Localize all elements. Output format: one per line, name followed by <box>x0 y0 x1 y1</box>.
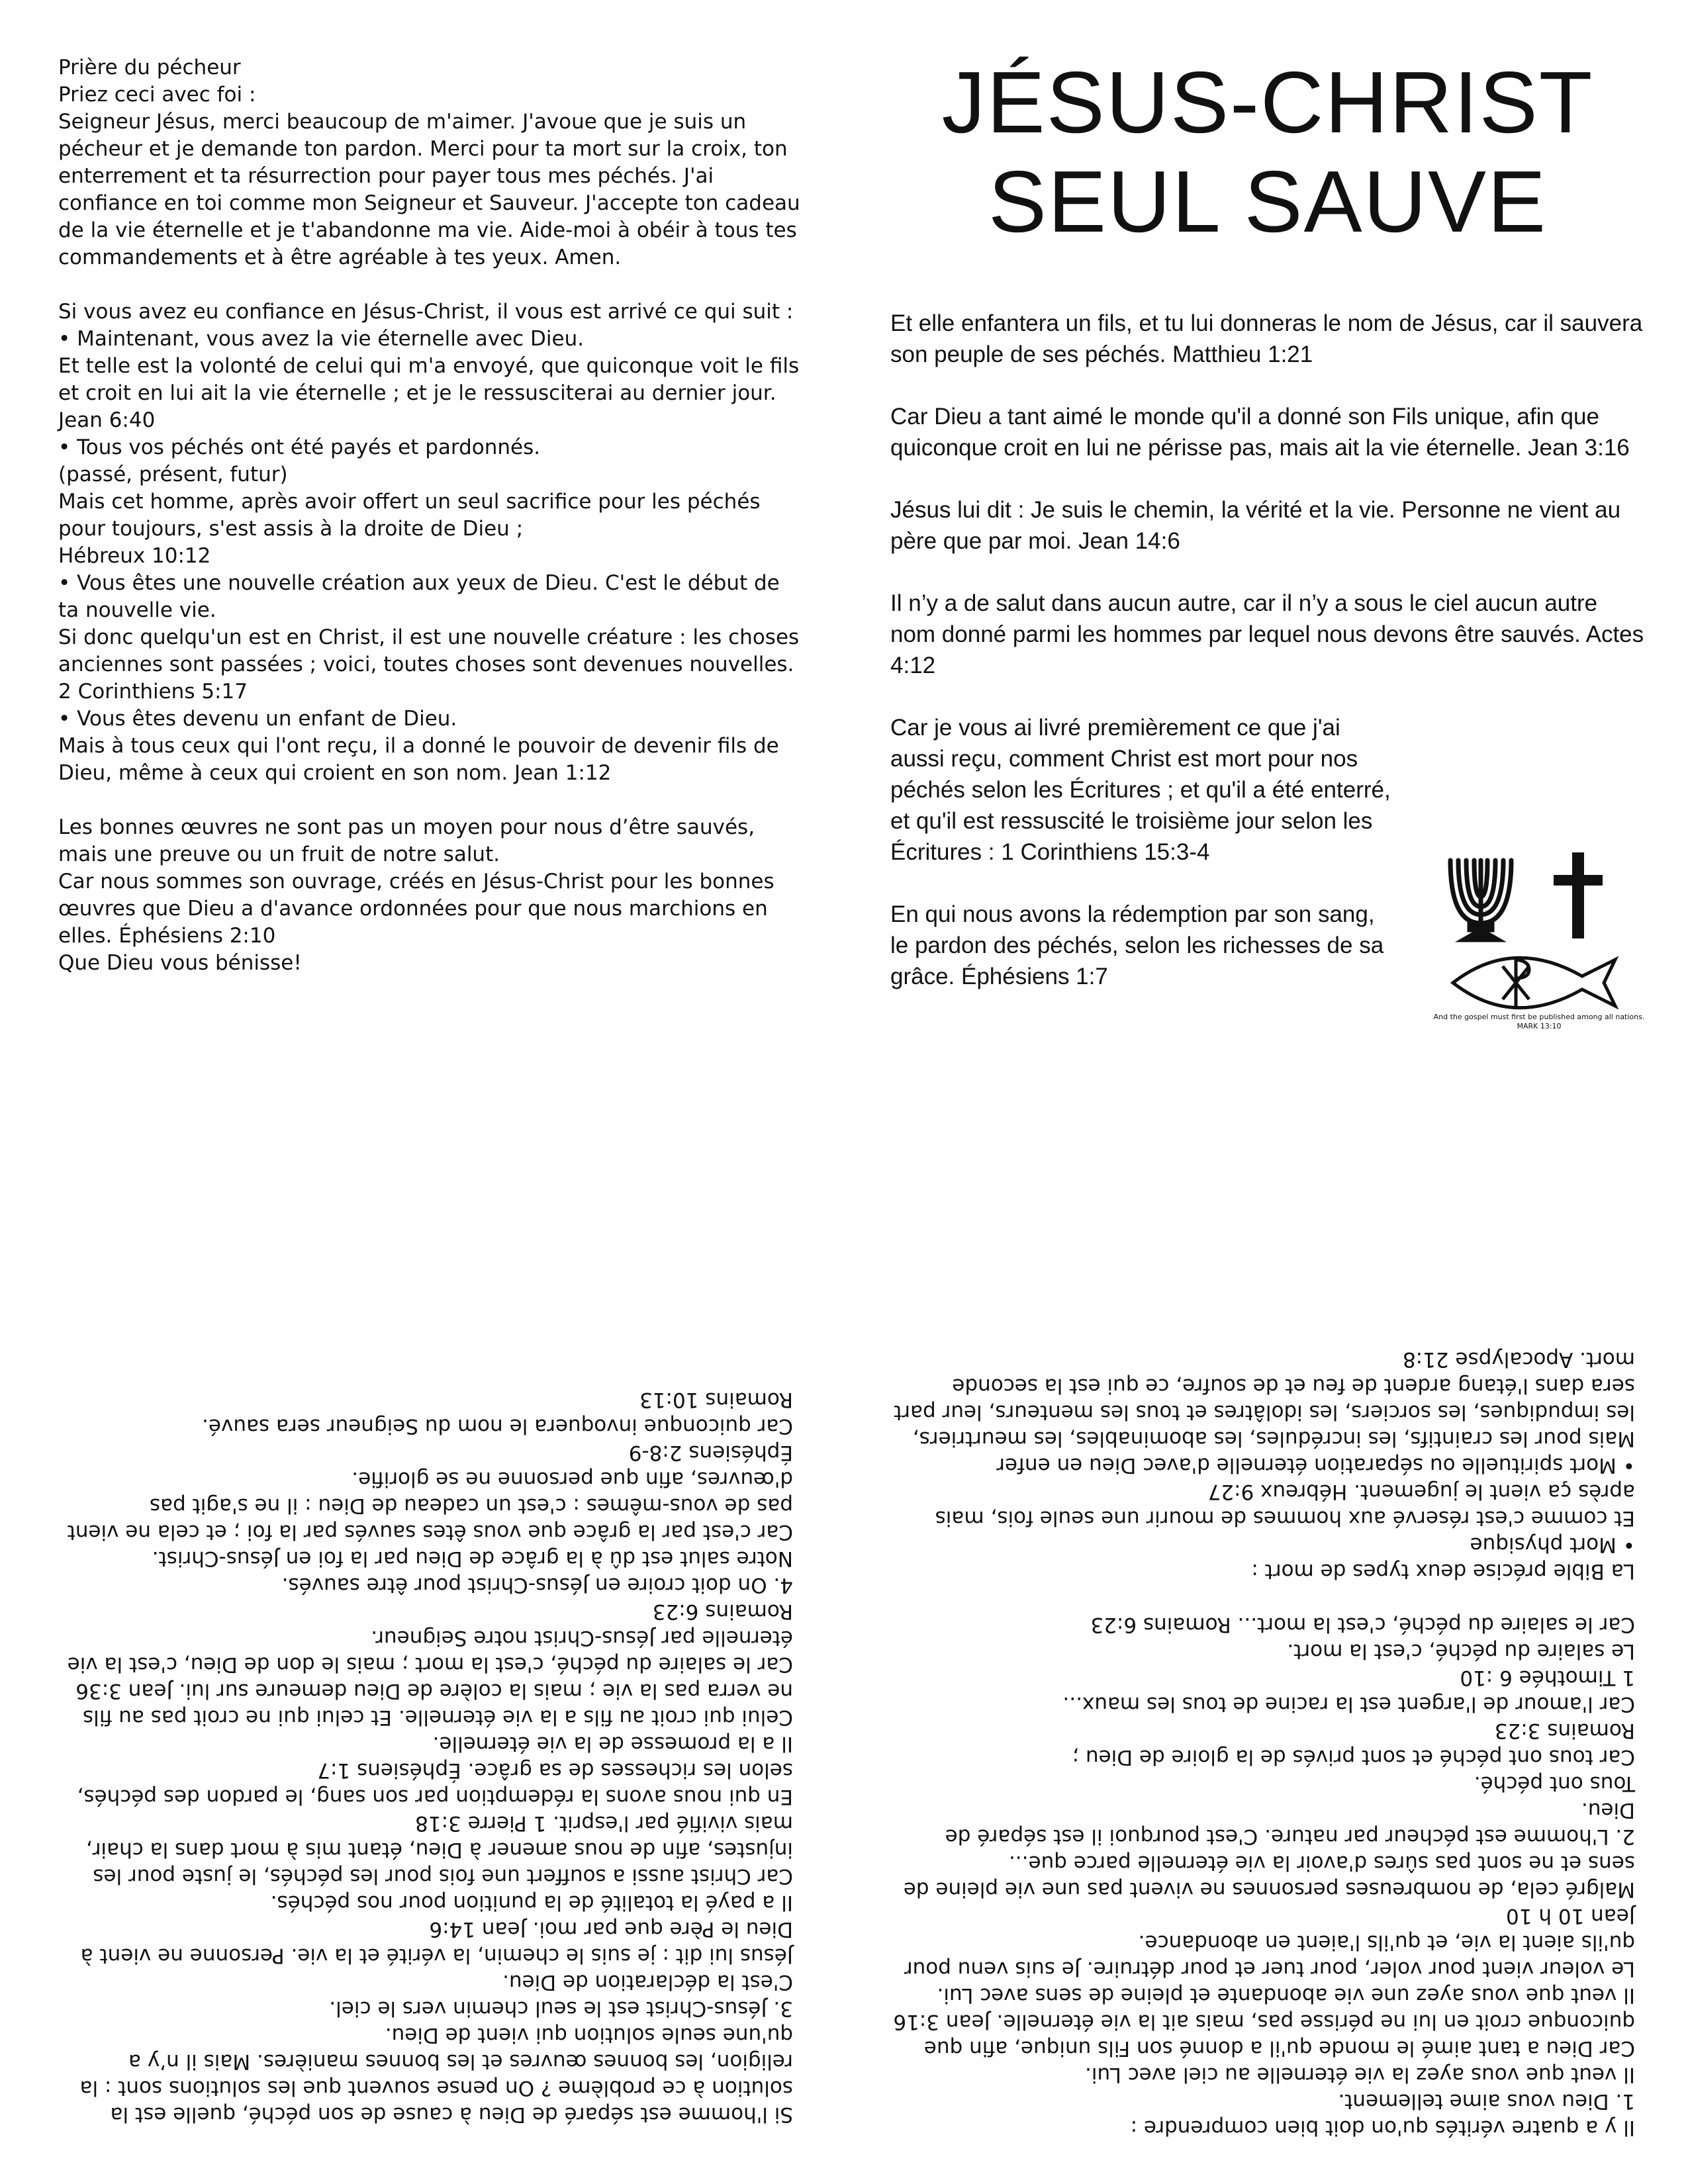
prayer-line: Prière du pécheur <box>58 56 241 79</box>
truths-line: • Mort physique <box>1470 1533 1635 1557</box>
separation-line: Il a la promesse de la vie éternelle. <box>432 1732 793 1756</box>
truths-line: Il veut que vous ayez une vie abondante et pleine de sens avec Lui. <box>937 1983 1635 2007</box>
prayer-line <box>58 787 806 814</box>
cover-verse: Car Dieu a tant aimé le monde qu'il a donné son Fils unique, afin que quiconque croit en lui ne périsse pas, mais ait la vie éternelle. Jean 3:16 <box>890 404 1630 461</box>
prayer-line: Hébreux 10:12 <box>58 544 211 568</box>
separation-line: 4. On doit croire en Jésus-Christ pour être sauvés. <box>281 1573 793 1597</box>
truths-line: 1 Timothée 6 :10 <box>1460 1666 1635 1690</box>
truths-line: Mais pour les craintifs, les incrédules, les abominables, les meurtriers, les impudiques, les sorciers, les idolâtres et tous les menteurs, leur part sera dans l'étang ardent de feu et de soufre, ce qui est la seconde mort. Apocalypse 21:8 <box>887 1347 1635 1451</box>
separation-line: Celui qui croit au fils a la vie éternelle. Et celui qui ne croit pas au fils ne verra pas la vie ; mais la colère de Dieu demeure sur lui. Jean 3:36 <box>75 1679 793 1729</box>
cover-verse: En qui nous avons la rédemption par son sang, le pardon des péchés, selon les richesses de sa grâce. Éphésiens 1:7 <box>890 901 1384 989</box>
truths-text <box>887 1346 1635 2141</box>
truths-line: Le voleur vient pour voler, pour tuer et pour détruire. Je suis venu pour qu'ils aient la vie, et qu'ils l'aient en abondance. <box>898 1931 1635 1981</box>
separation-line: Car quiconque invoquera le nom du Seigneur sera sauvé. <box>202 1414 793 1438</box>
prayer-line <box>58 271 806 298</box>
truths-line: Et comme c'est réservé aux hommes de mourir une seule fois, mais après ça vient le jugement. Hébreux 9:27 <box>928 1480 1635 1530</box>
truths-line <box>890 1584 1635 1612</box>
prayer-line: • Vous êtes une nouvelle création aux yeux de Dieu. C'est le début de ta nouvelle vie. <box>58 571 786 622</box>
prayer-line: Si vous avez eu confiance en Jésus-Christ, il vous est arrivé ce qui suit : <box>58 300 794 324</box>
prayer-panel <box>58 54 806 977</box>
truths-line: Malgré cela, de nombreuses personnes ne vivent pas une vie pleine de sens et ne sont pas sûres d'avoir la vie éternelle parce que... <box>896 1851 1635 1901</box>
title-line-2: SEUL SAUVE <box>988 153 1548 250</box>
cover-verse: Et elle enfantera un fils, et tu lui donneras le nom de Jésus, car il sauvera son peuple de ses péchés. Matthieu 1:21 <box>890 310 1643 367</box>
cover-verse: Car je vous ai livré premièrement ce que j'ai aussi reçu, comment Christ est mort pour nos péchés selon les Écritures ; et qu'il a été enterré, et qu'il est ressuscité le troisième jour selon les Écritures : 1 Corinthiens 15:3-4 <box>890 715 1391 865</box>
truths-line: Le salaire du péché, c'est la mort. <box>1287 1639 1635 1663</box>
cross-icon <box>1554 852 1603 938</box>
cover-verse: Il n’y a de salut dans aucun autre, car il n’y a sous le ciel aucun autre nom donné parmi les hommes par lequel nous devons être sauvés. Actes 4:12 <box>890 590 1644 678</box>
truths-line: Jean 10 h 10 <box>1506 1904 1635 1928</box>
truths-line: Car tous ont péché et sont privés de la gloire de Dieu ; <box>1072 1745 1635 1769</box>
title-line-1: JÉSUS-CHRIST <box>941 54 1594 151</box>
separation-line: Jésus lui dit : je suis le chemin, la vérité et la vie. Personne ne vient à Dieu le Père que par moi. Jean 14:6 <box>73 1917 793 1968</box>
prayer-line: Et telle est la volonté de celui qui m'a envoyé, que quiconque voit le fils et croit en lui ait la vie éternelle ; et je le ressusciterai au dernier jour. Jean 6:40 <box>58 354 806 432</box>
truths-line: Il veut que vous ayez la vie éternelle au ciel avec Lui. <box>1084 2063 1635 2087</box>
separation-panel <box>58 1161 793 2128</box>
separation-text <box>58 1387 793 2128</box>
separation-line: Car le salaire du péché, c'est la mort ; mais le don de Dieu, c'est la vie éternelle par Jésus-Christ notre Seigneur. <box>60 1626 793 1676</box>
prayer-line: • Vous êtes devenu un enfant de Dieu. <box>58 707 457 731</box>
truths-line: Car l'amour de l'argent est la racine de tous les maux... <box>1062 1692 1635 1716</box>
separation-line: 3. Jésus-Christ est le seul chemin vers le ciel. <box>329 1997 793 2021</box>
truths-panel <box>887 1148 1635 2141</box>
ichthys-chi-rho-icon <box>1453 958 1615 1007</box>
truths-line: 2. L'homme est pécheur par nature. C'est pourquoi il est séparé de Dieu. <box>938 1798 1635 1848</box>
prayer-line: • Tous vos péchés ont été payés et pardonnés. <box>58 435 541 459</box>
separation-line: Romains 10:13 <box>639 1388 793 1412</box>
cover-title <box>890 53 1645 251</box>
truths-line: Tous ont péché. <box>1474 1772 1635 1796</box>
separation-line: Il a payé la totalité de la punition pour nos péchés. <box>270 1891 793 1915</box>
prayer-line: (passé, présent, futur) <box>58 463 288 486</box>
separation-line: Car c'est par la grâce que vous êtes sauvés par la foi ; et cela ne vient pas de vous-mêmes : c'est un cadeau de Dieu : il ne s'agit pas d'œuvres, afin que personne ne se glorifie. <box>60 1467 793 1544</box>
emblem-caption: And the gospel must first be published among all nations. MARK 13:10 <box>1433 1013 1645 1030</box>
prayer-line: Que Dieu vous bénisse! <box>58 951 302 975</box>
truths-line: Il y a quatre vérités qu'on doit bien comprendre : <box>1130 2116 1635 2140</box>
prayer-line: Si donc quelqu'un est en Christ, il est une nouvelle créature : les choses anciennes sont passées ; voici, toutes choses sont devenues nouvelles. 2 Corinthiens 5:17 <box>58 625 806 704</box>
prayer-line: Priez ceci avec foi : <box>58 83 256 107</box>
menorah-icon <box>1450 860 1511 940</box>
separation-line: C'est la déclaration de Dieu. <box>502 1970 793 1994</box>
truths-line: • Mort spirituelle ou séparation éternelle d'avec Dieu en enfer <box>996 1453 1635 1477</box>
truths-line: Car Dieu a tant aimé le monde qu'il a donné son Fils unique, afin que quiconque croit en lui ne périsse pas, mais ait la vie éternelle. Jean 3:16 <box>893 2010 1635 2060</box>
cover-verse: Jésus lui dit : Je suis le chemin, la vérité et la vie. Personne ne vient au père que par moi. Jean 14:6 <box>890 497 1621 554</box>
prayer-line: Mais cet homme, après avoir offert un seul sacrifice pour les péchés pour toujours, s'est assis à la droite de Dieu ; <box>58 490 767 541</box>
separation-line: En qui nous avons la rédemption par son sang, le pardon des péchés, selon les richesses de sa grâce. Éphésiens 1:7 <box>70 1758 793 1809</box>
prayer-line: Seigneur Jésus, merci beaucoup de m'aimer. J'avoue que je suis un pécheur et je demande ton pardon. Merci pour ta mort sur la croix, ton enterrement et ta résurrection pour payer tous mes péchés. J'ai confiance en toi comme mon Seigneur et Sauveur. J'accepte ton cadeau de la vie éternelle et je t'abandonne ma vie. Aide-moi à obéir à tous tes commandements et à être agréable à tes yeux. Amen. <box>58 110 807 269</box>
prayer-line: Car nous sommes son ouvrage, créés en Jésus-Christ pour les bonnes œuvres que Dieu a d'avance ordonnées pour que nous marchions en elles. Éphésiens 2:10 <box>58 870 781 948</box>
separation-line: Si l'homme est séparé de Dieu à cause de son péché, quelle est la solution à ce problème ? On pense souvent que les solutions sont : la religion, les bonnes œuvres et les bonnes manières. Mais il n’y a qu'une seule solution qui vient de Dieu. <box>73 2023 793 2126</box>
truths-line: 1. Dieu vous aime tellement. <box>1338 2089 1635 2113</box>
prayer-line: • Maintenant, vous avez la vie éternelle avec Dieu. <box>58 327 585 351</box>
separation-line: Éphésiens 2:8-9 <box>628 1441 793 1465</box>
separation-line: Notre salut est dû à la grâce de Dieu par la foi en Jésus-Christ. <box>152 1547 793 1570</box>
truths-line: Car le salaire du péché, c'est la mort... Romains 6:23 <box>1090 1613 1635 1637</box>
christian-emblem <box>1440 841 1638 1039</box>
prayer-line: Mais à tous ceux qui l'ont reçu, il a donné le pouvoir de devenir fils de Dieu, même à ceux qui croient en son nom. Jean 1:12 <box>58 734 786 785</box>
separation-line: Romains 6:23 <box>652 1600 793 1623</box>
truths-line: Romains 3:23 <box>1494 1719 1635 1743</box>
truths-line: La Bible précise deux types de mort : <box>1251 1559 1635 1583</box>
prayer-line: Les bonnes œuvres ne sont pas un moyen pour nous d’être sauvés, mais une preuve ou un fruit de notre salut. <box>58 815 761 866</box>
separation-line: Car Christ aussi a souffert une fois pour les péchés, le juste pour les injustes, afin de nous amener à Dieu, étant mis à mort dans la chair, mais vivifié par l'esprit. 1 Pierre 3:18 <box>79 1811 793 1888</box>
